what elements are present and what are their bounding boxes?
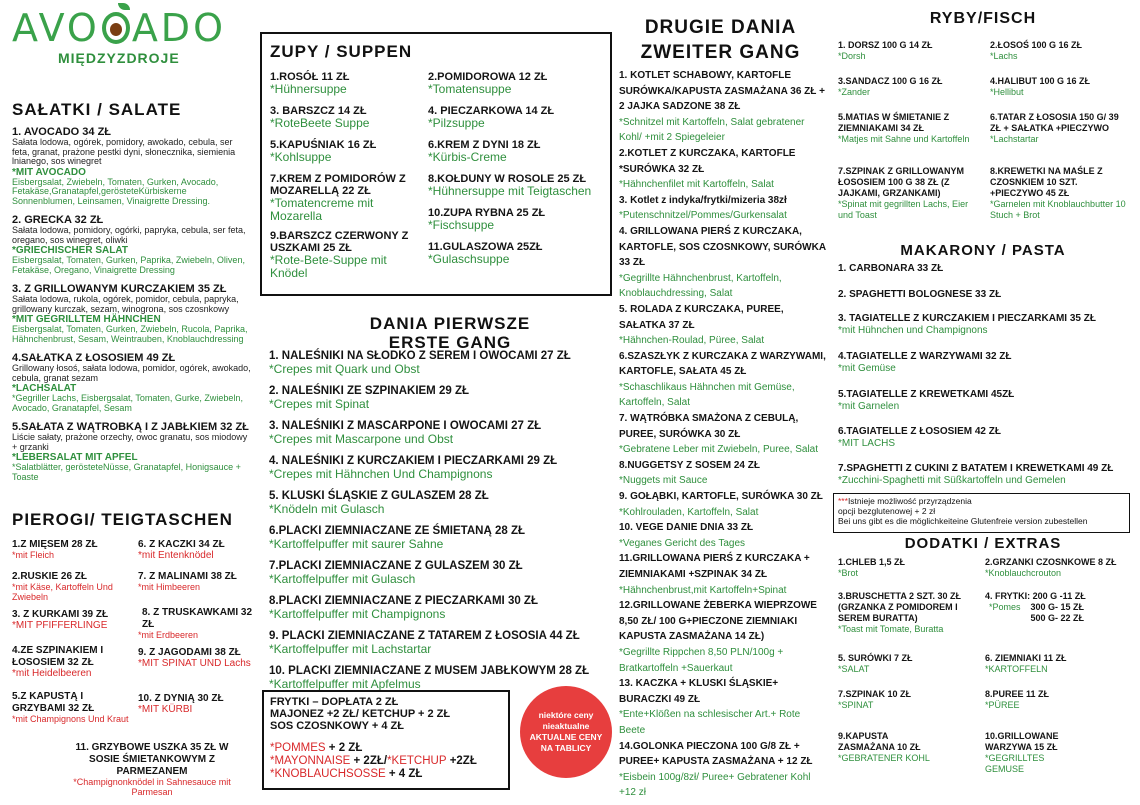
salad-item	[12, 214, 252, 275]
second-item: 8.NUGGETSY Z SOSEM 24 ZŁ *Nuggets mit Sauce	[619, 459, 760, 487]
salad-de-title: *LACHSALAT	[12, 383, 77, 394]
salad-item	[12, 283, 252, 344]
extras-title: DODATKI / EXTRAS	[904, 535, 1062, 552]
pierogi-item: 8. Z TRUSKAWKAMI 32 ZŁ *mit Erdbeeren	[138, 607, 253, 640]
first-item: 10. PLACKI ZIEMNIACZANE Z MUSEM JABŁKOWYM 28 ZŁ *Kartoffelpuffer mit Apfelmus	[269, 665, 590, 691]
fish-item: 2.ŁOSOŚ 100 G 16 ZŁ *Lachs	[990, 40, 1083, 61]
soup-item: 10.ZUPA RYBNA 25 ZŁ *Fischsuppe	[428, 207, 546, 232]
pasta-item: 1. CARBONARA 33 ZŁ	[838, 263, 944, 274]
second-list	[619, 68, 829, 801]
pierogi-item: 7. Z MALINAMI 38 ZŁ *mit Himbeeren	[138, 571, 237, 592]
extra-item: 7.SZPINAK 10 ZŁ *SPINAT	[838, 689, 912, 710]
fish-item: 6.TATAR Z ŁOSOSIA 150 G/ 39 ZŁ + SAŁATKA +PIECZYWO *Lachstartar	[990, 112, 1119, 144]
second-item: 3. Kotlet z indyka/frytki/mizeria 38zł *Putenschnitzel/Pommes/Gurkensalat	[619, 194, 787, 222]
salad-desc: Sałata lodowa, ogórek, pomidory, awokado, cebula, ser feta, granat, prażone pestki dyni, słonecznika, siemienia lnianego, sos winegret	[12, 137, 236, 166]
soup-item: 3. BARSZCZ 14 ZŁ *RoteBeete Suppe	[270, 105, 370, 130]
extra-item: 1.CHLEB 1,5 ZŁ *Brot	[838, 557, 906, 578]
first-item: 9. PLACKI ZIEMNIACZANE Z TATAREM Z ŁOSOSIA 44 ZŁ *Kartoffelpuffer mit Lachstartar	[269, 630, 580, 656]
second-title-pl: DRUGIE DANIA	[644, 17, 797, 38]
soup-item: 8.KOŁDUNY W ROSOLE 25 ZŁ *Hühnersuppe mit Teigtaschen	[428, 173, 592, 198]
second-item: 13. KACZKA + KLUSKI ŚLĄSKIE+ BURACZKI 49 ZŁ *Ente+Klößen na schlesischer Art.+ Rote Beete	[619, 678, 801, 736]
pierogi-item: 4.ZE SZPINAKIEM I ŁOSOSIEM 32 ZŁ *mit Heidelbeeren	[12, 645, 104, 679]
salad-name: 5.SAŁATA Z WĄTROBKĄ I Z JABŁKIEM 32 ZŁ	[12, 421, 249, 433]
first-item: 3. NALEŚNIKI Z MASCARPONE I OWOCAMI 27 ZŁ *Crepes mit Mascarpone und Obst	[269, 420, 542, 446]
soup-item: 2.POMIDOROWA 12 ZŁ *Tomatensuppe	[428, 71, 548, 96]
salad-de-desc: Eisbergsalat, Zwiebeln, Tomaten, Gurken, Avocado, Fetakäse,Granatapfel,gerösteteKürbiskerne Sonnenblumen, Leinsamen, Vinaigrette Dressing.	[12, 176, 219, 206]
salad-de-title: *LEBERSALAT MIT APFEL	[12, 452, 138, 463]
soups-left-list	[270, 71, 425, 280]
pierogi-item: 2.RUSKIE 26 ZŁ *mit Käse, Kartoffeln Und Zwiebeln	[12, 571, 113, 602]
pierogi-item: 6. Z KACZKI 34 ZŁ *mit Entenknödel	[138, 539, 225, 561]
logo-location: MIĘDZYZDROJE	[58, 50, 180, 66]
fish-left-list	[838, 40, 984, 221]
extra-item: 10.GRILLOWANE WARZYWA 15 ZŁ *GEGRILLTES GEMUSE	[985, 731, 1059, 774]
salad-item	[12, 126, 252, 206]
pasta-item: 2. SPAGHETTI BOLOGNESE 33 ZŁ	[838, 289, 1002, 300]
logo-text-left: AVO	[12, 6, 100, 50]
salad-item	[12, 421, 252, 482]
salad-de-desc: Eisbergsalat, Tomaten, Gurken, Paprika, Zwiebeln, Oliven, Fetakäse, Oregano, Vinaigrette Dressing	[12, 255, 245, 275]
fries-extras-box: FRYTKI – DOPŁATA 2 ZŁ MAJONEZ +2 ZŁ/ KETCHUP + 2 ZŁ SOS CZOSNKOWY + 4 ZŁ *POMMES + 2 ZŁ *MAYONNAISE + 2ZŁ/*KETCHUP +2ZŁ *KNOBLAUCHSOSSE + 4 ZŁ	[262, 690, 510, 790]
extra-item: 4. FRYTKI: 200 G -11 ZŁ *Pomes 300 G- 15 ZŁ 500 G- 22 ZŁ	[985, 591, 1086, 623]
salad-de-desc: Eisbergsalat, Tomaten, Gurken, Zwiebeln, Rucola, Paprika, Hähnchenbrust, Sesam, Weintrauben, Knoblauchdressing	[12, 324, 248, 344]
pasta-item: 6.TAGIATELLE Z ŁOSOSIEM 42 ZŁ *MIT LACHS	[838, 426, 1001, 449]
soups-title: ZUPY / SUPPEN	[270, 42, 413, 61]
salad-desc: Sałata lodowa, pomidory, ogórki, papryka, cebula, ser feta, oregano, sos winegret, oliwki	[12, 225, 246, 245]
logo-wordmark	[12, 8, 252, 48]
soup-item: 9.BARSZCZ CZERWONY Z USZKAMI 25 ZŁ *Rote-Bete-Suppe mit Knödel	[270, 230, 409, 280]
first-item: 1. NALEŚNIKI NA SŁODKO Z SEREM I OWOCAMI 27 ZŁ *Crepes mit Quark und Obst	[269, 350, 571, 376]
salad-name: 1. AVOCADO 34 ZŁ	[12, 126, 112, 138]
fish-item: 1. DORSZ 100 G 14 ZŁ *Dorsh	[838, 40, 933, 61]
salad-de-title: *MIT GEGRILLTEM HÄHNCHEN	[12, 314, 161, 325]
pierogi-item: 9. Z JAGODAMI 38 ZŁ *MIT SPINAT UND Lachs	[138, 647, 251, 669]
first-title-de: ERSTE GANG	[388, 333, 512, 352]
logo	[12, 8, 252, 66]
second-item: 10. VEGE DANIE DNIA 33 ZŁ *Veganes Gericht des Tages	[619, 522, 754, 549]
salad-name: 3. Z GRILLOWANYM KURCZAKIEM 35 ZŁ	[12, 283, 227, 295]
fish-item: 5.MATIAS W ŚMIETANIE Z ZIEMNIAKAMI 34 ZŁ *Matjes mit Sahne und Kartoffeln	[838, 112, 970, 144]
second-item: 5. ROLADA Z KURCZAKA, PUREE, SAŁATKA 37 ZŁ *Hähnchen-Roulad, Püree, Salat	[619, 303, 784, 347]
salad-item	[12, 352, 252, 413]
first-item: 2. NALEŚNIKI ZE SZPINAKIEM 29 ZŁ *Crepes mit Spinat	[269, 385, 469, 411]
pierogi-title: PIEROGI/ TEIGTASCHEN	[12, 510, 233, 529]
extras-left-list	[838, 557, 983, 764]
salad-name: 4.SAŁATKA Z ŁOSOSIEM 49 ZŁ	[12, 352, 176, 364]
pierogi-left-list	[12, 539, 132, 725]
pierogi-item: 10. Z DYNIĄ 30 ZŁ *MIT KÜRBI	[138, 693, 224, 715]
pierogi-right-list	[138, 539, 258, 715]
salads-title: SAŁATKI / SALATE	[12, 100, 182, 119]
salad-de-title: *MIT AVOCADO	[12, 166, 86, 178]
salad-de-desc: *Salatblätter, gerösteteNüsse, Granatapfel, Honigsauce + Toaste	[12, 462, 241, 482]
soup-item: 7.KREM Z POMIDORÓW Z MOZARELLĄ 22 ZŁ *Tomatencreme mit Mozarella	[270, 173, 406, 223]
second-item: 4. GRILLOWANA PIERŚ Z KURCZAKA, KARTOFLE, SOS CZOSNKOWY, SURÓWKA 33 ZŁ *Gegrillte Hähnchenbrust, Kartoffeln, Knoblauchdressing, Salat	[619, 225, 826, 300]
pasta-list	[838, 262, 1134, 487]
second-item: 9. GOŁĄBKI, KARTOFLE, SURÓWKA 30 ZŁ *Kohlrouladen, Kartoffeln, Salat	[619, 491, 823, 518]
second-item: 7. WĄTRÓBKA SMAŻONA Z CEBULĄ, PUREE, SURÓWKA 30 ZŁ *Gebratene Leber mit Zwiebeln, Puree, Salat	[619, 413, 818, 456]
second-item: 1. KOTLET SCHABOWY, KARTOFLE SURÓWKA/KAPUSTA ZASMAŻANA 36 ZŁ + 2 JAJKA SADZONE 38 ZŁ *Schnitzel mit Kartoffeln, Salat gebratener Kohl/ +mit 2 Spiegeleier	[619, 70, 826, 144]
fish-title: RYBY/FISCH	[929, 10, 1037, 27]
fish-item: 7.SZPINAK Z GRILLOWANYM ŁOSOSIEM 100 G 38 ZŁ (Z JAJKAMI, GRZANKAMI) *Spinat mit gegrillten Lachs, Eier und Toast	[838, 166, 969, 220]
second-item: 11.GRILLOWANA PIERŚ Z KURCZAKA + ZIEMNIAKAMI +SZPINAK 34 ZŁ *Hähnchenbrust,mit Kartoffeln+Spinat	[619, 553, 810, 596]
first-title-pl: DANIA PIERWSZE	[369, 314, 531, 333]
extra-item: 2.GRZANKI CZOSNKOWE 8 ZŁ *Knoblauchcrouton	[985, 557, 1117, 578]
first-item: 7.PLACKI ZIEMNIACZANE Z GULASZEM 30 ZŁ *Kartoffelpuffer mit Gulasch	[269, 560, 523, 586]
second-item: 6.SZASZŁYK Z KURCZAKA Z WARZYWAMI, KARTOFLE, SAŁATA 45 ZŁ *Schaschlikaus Hähnchen mit Gemüse, Kartoffeln, Salat	[619, 350, 826, 409]
first-list	[269, 350, 614, 691]
fish-item: 3.SANDACZ 100 G 16 ZŁ *Zander	[838, 76, 943, 97]
salad-desc: Grillowany łosoś, sałata lodowa, pomidor, ogórek, awokado, cebula, granat sezam	[12, 363, 251, 383]
first-item: 8.PLACKI ZIEMNIACZANE Z PIECZARKAMI 30 ZŁ *Kartoffelpuffer mit Champignons	[269, 595, 538, 621]
first-item: 4. NALEŚNIKI Z KURCZAKIEM I PIECZARKAMI 29 ZŁ *Crepes mit Hähnchen Und Champignons	[269, 455, 558, 481]
salad-name: 2. GRECKA 32 ZŁ	[12, 214, 104, 226]
second-item: 2.KOTLET Z KURCZAKA, KARTOFLE *SURÓWKA 32 ZŁ *Hähnchenfilet mit Kartoffeln, Salat	[619, 147, 796, 191]
gluten-free-note: ***Istnieje możliwość przyrządzenia opcji bezglutenowej + 2 zł Bei uns gibt es die möglichkeiteine Glutenfreie version zubestellen	[833, 493, 1130, 533]
soup-item: 11.GULASZOWA 25ZŁ *Gulaschsuppe	[428, 241, 543, 266]
pasta-item: 4.TAGIATELLE Z WARZYWAMI 32 ZŁ *mit Gemüse	[838, 351, 1012, 374]
extra-item: 9.KAPUSTA ZASMAŻANA 10 ZŁ *GEBRATENER KOHL	[838, 731, 930, 763]
second-item: 12.GRILLOWANE ŻEBERKA WIEPRZOWE 8,50 ZŁ/ 100 G+PIECZONE ZIEMNIAKI KAPUSTA ZASMAŻANA 14 ZŁ) *Gegrillte Rippchen 8,50 PLN/100g + Bratkartoffeln +Sauerkaut	[619, 600, 817, 674]
fish-item: 8.KREWETKI NA MAŚLE Z CZOSNKIEM 10 SZT. +PIECZYWO 45 ZŁ *Garnelen mit Knoblauchbutter 10 Stuch + Brot	[990, 166, 1126, 220]
pasta-item: 3. TAGIATELLE Z KURCZAKIEM I PIECZARKAMI 35 ZŁ *mit Hühnchen und Champignons	[838, 313, 1096, 336]
soup-item: 4. PIECZARKOWA 14 ZŁ *Pilzsuppe	[428, 105, 555, 130]
pasta-item: 5.TAGIATELLE Z KREWETKAMI 45ZŁ *mit Garnelen	[838, 389, 1015, 412]
soup-item: 5.KAPUŚNIAK 16 ZŁ *Kohlsuppe	[270, 139, 377, 164]
second-title-de: ZWEITER GANG	[640, 42, 801, 63]
salad-desc: Sałata lodowa, rukola, ogórek, pomidor, cebula, papryka, grillowany kurczak, sezam, winogrona, sos czosnkowy	[12, 294, 239, 314]
pierogi-item: 3. Z KURKAMI 39 ZŁ *MIT PFIFFERLINGE	[12, 609, 109, 631]
extra-item: 6. ZIEMNIAKI 11 ZŁ *KARTOFFELN	[985, 653, 1067, 674]
pasta-title: MAKARONY / PASTA	[900, 242, 1066, 259]
logo-text-right: ADO	[131, 6, 226, 50]
soup-item: 1.ROSÓŁ 11 ZŁ *Hühnersuppe	[270, 71, 350, 96]
salads-list	[12, 126, 252, 482]
extra-item: 8.PUREE 11 ZŁ *PÜREE	[985, 689, 1050, 710]
first-item: 5. KLUSKI ŚLĄSKIE Z GULASZEM 28 ZŁ *Knödeln mit Gulasch	[269, 490, 489, 516]
first-item: 6.PLACKI ZIEMNIACZANE ZE ŚMIETANĄ 28 ZŁ *Kartoffelpuffer mit saurer Sahne	[269, 525, 525, 551]
salad-desc: Liście sałaty, prażone orzechy, owoc granatu, sos miodowy + grzanki	[12, 432, 248, 452]
pierogi-item: 11. GRZYBOWE USZKA 35 ZŁ W SOSIE ŚMIETANKOWYM Z PARMEZANEM *Champignonknödel in Sahnesauce mit Parmesan	[73, 742, 231, 797]
soup-item: 6.KREM Z DYNI 18 ZŁ *Kürbis-Creme	[428, 139, 541, 164]
second-item: 14.GOLONKA PIECZONA 100 G/8 ZŁ + PUREE+ KAPUSTA ZASMAŻANA + 12 ZŁ *Eisbein 100g/8zł/ Puree+ Gebratener Kohl +12 zł	[619, 740, 813, 799]
extra-item: 3.BRUSCHETTA 2 SZT. 30 ZŁ (GRZANKA Z POMIDOREM I SEREM BURATTA) *Toast mit Tomate, Buratta	[838, 591, 962, 634]
fish-right-list	[990, 40, 1132, 221]
extra-item: 5. SURÓWKI 7 ZŁ *SALAT	[838, 653, 913, 674]
pierogi-item: 5.Z KAPUSTĄ I GRZYBAMI 32 ZŁ *mit Champignons Und Kraut	[12, 691, 129, 724]
salad-de-desc: *Gegriller Lachs, Eisbergsalat, Tomaten, Gurke, Zwiebeln, Avocado, Granatapfel, Sesam	[12, 393, 243, 413]
pasta-item: 7.SPAGHETTI Z CUKINI Z BATATEM I KREWETKAMI 49 ZŁ *Zucchini-Spaghetti mit Süßkartoffeln und Gemelen	[838, 463, 1114, 486]
avocado-icon	[101, 11, 131, 45]
fish-item: 4.HALIBUT 100 G 16 ZŁ *Hellibut	[990, 76, 1091, 97]
pierogi-item: 1.Z MIĘSEM 28 ZŁ *mit Fleich	[12, 539, 98, 560]
price-notice-stamp: niektóre ceny nieaktualne AKTUALNE CENY NA TABLICY	[520, 686, 612, 778]
extras-right-list	[985, 557, 1133, 775]
salad-de-title: *GRIECHISCHER SALAT	[12, 245, 128, 256]
soups-right-list	[428, 71, 610, 266]
